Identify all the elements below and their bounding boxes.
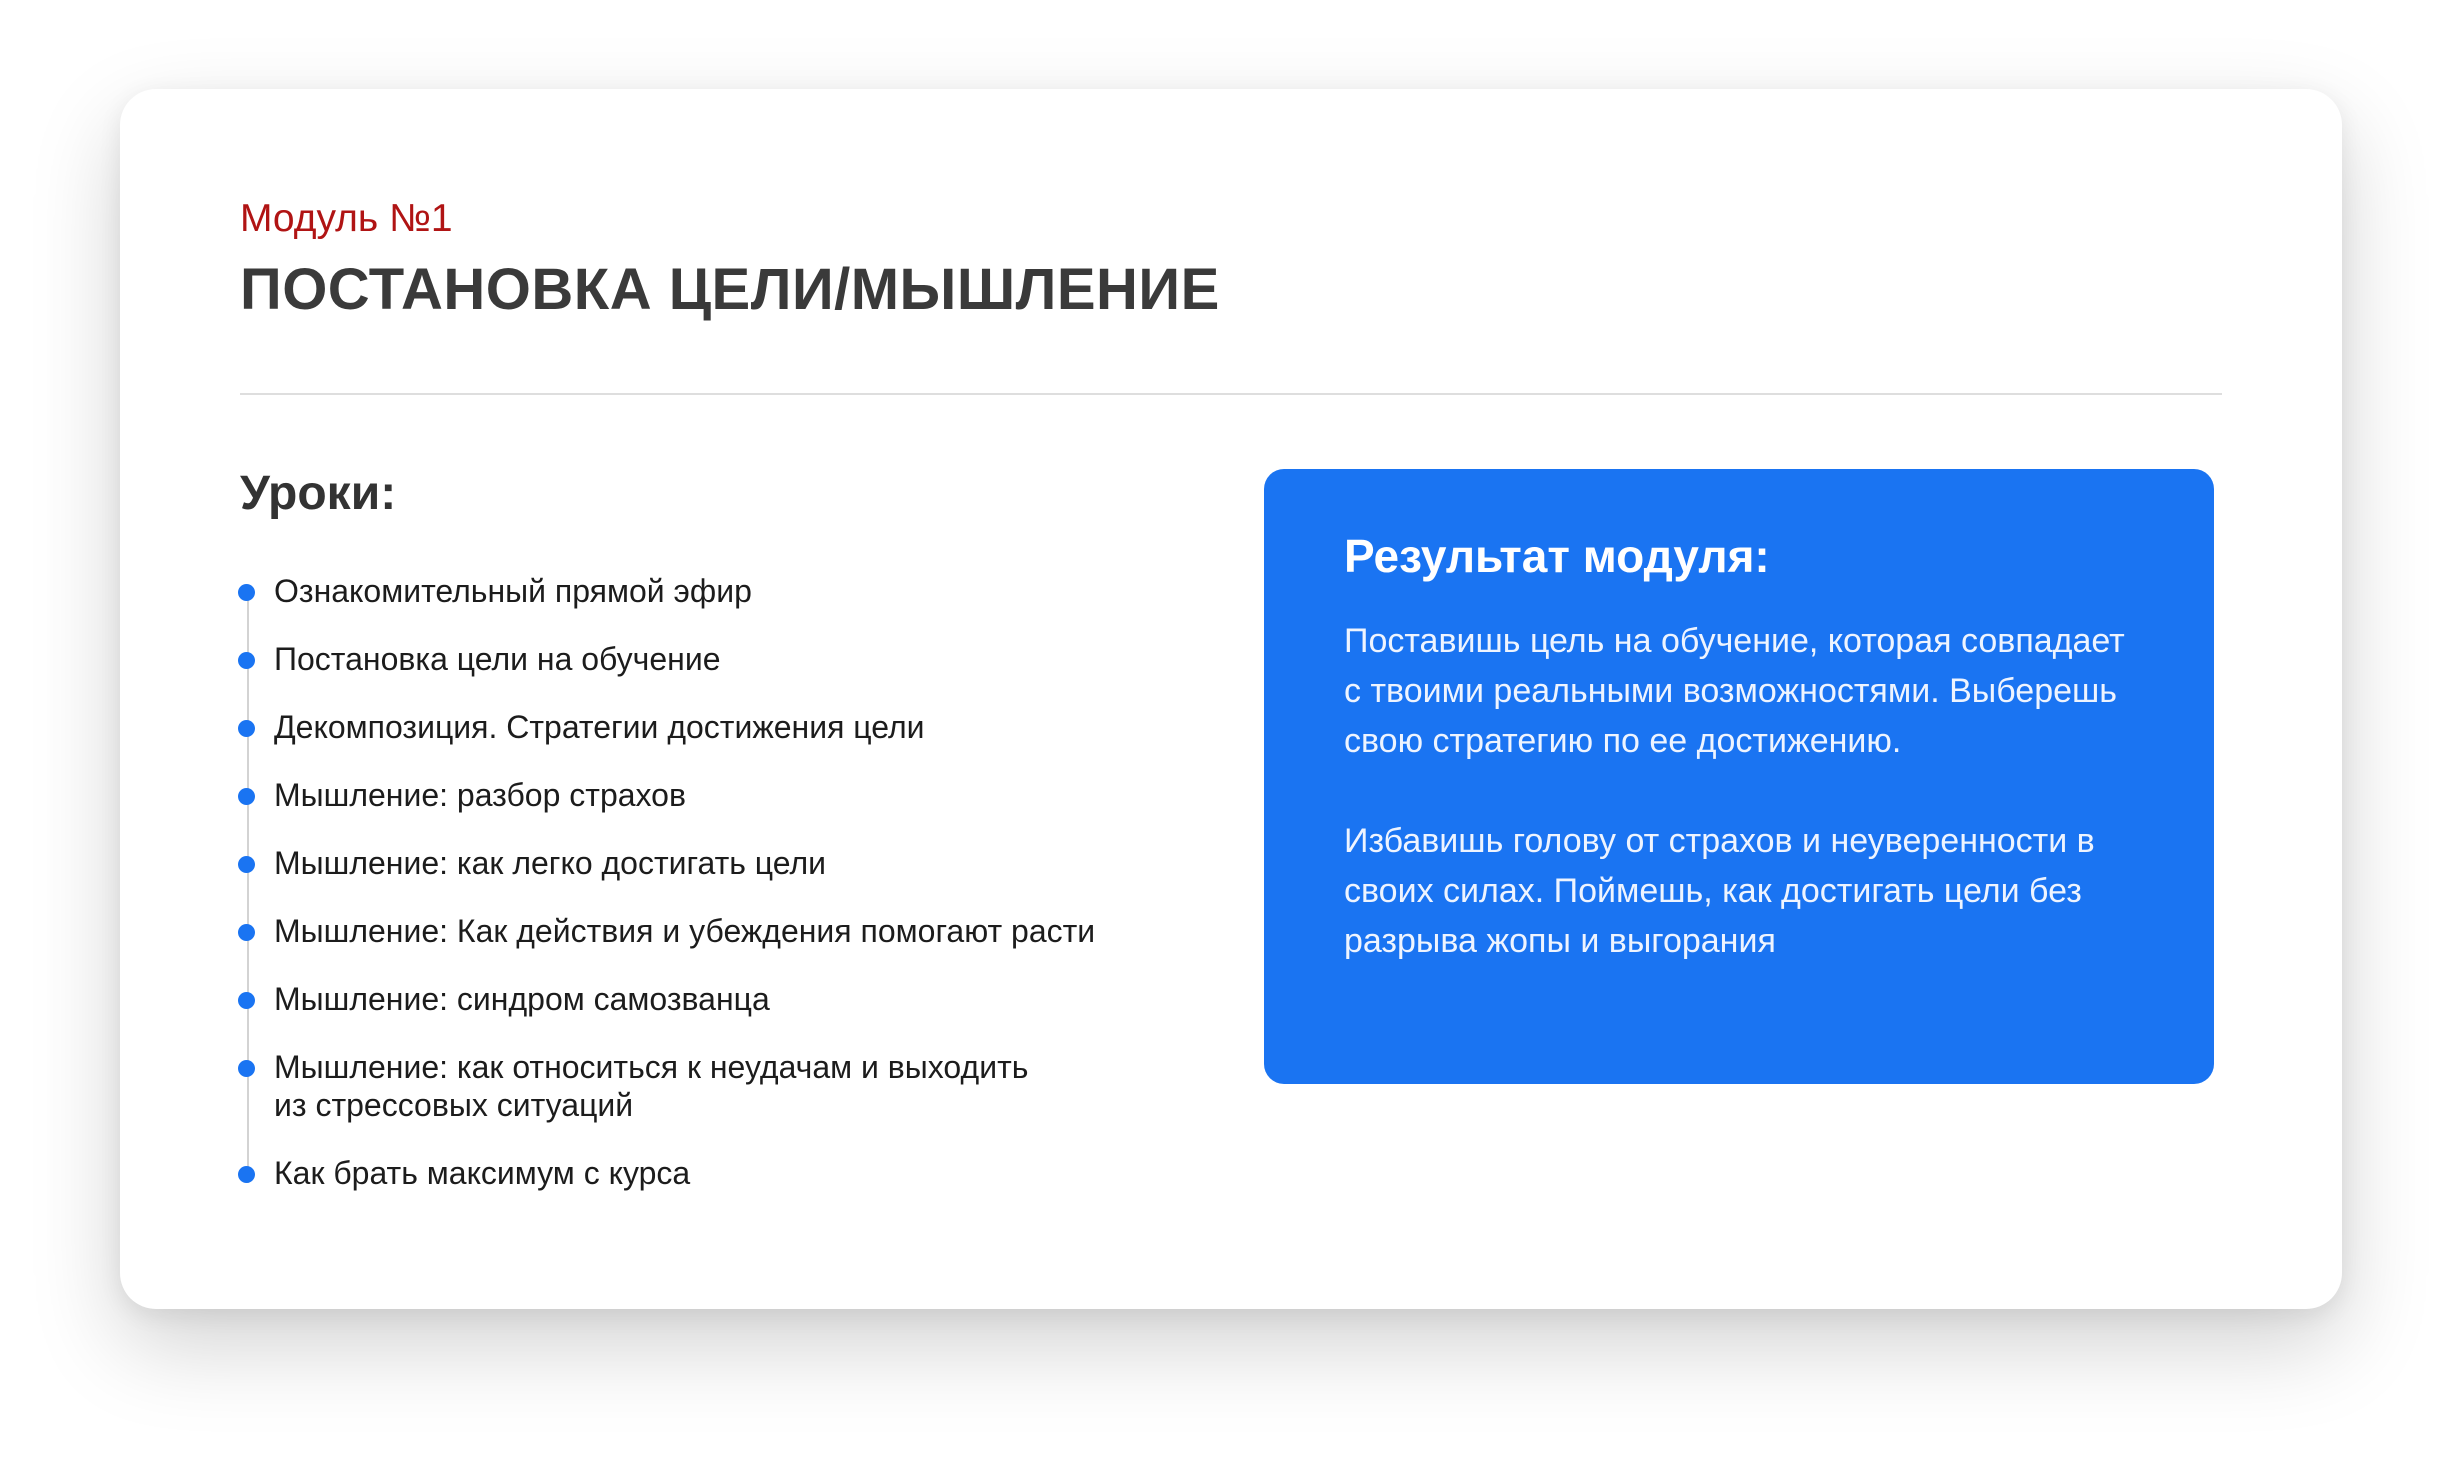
lesson-label: Мышление: как легко достигать цели xyxy=(274,845,827,881)
lesson-item xyxy=(238,708,1095,746)
bullet-dot-icon xyxy=(238,1166,255,1183)
module-title: ПОСТАНОВКА ЦЕЛИ/МЫШЛЕНИЕ xyxy=(240,257,1220,322)
lesson-item xyxy=(238,1048,1095,1124)
header-divider xyxy=(240,393,2222,395)
lesson-label: Мышление: синдром самозванца xyxy=(274,981,770,1017)
result-paragraph: Поставишь цель на обучение, которая совпадает с твоими реальными возможностями. Выберешь свою стратегию по ее достижению. xyxy=(1344,621,2125,760)
bullet-dot-icon xyxy=(238,992,255,1009)
lesson-item xyxy=(238,980,1095,1018)
lesson-label: Как брать максимум с курса xyxy=(274,1155,691,1191)
lesson-label: Мышление: разбор страхов xyxy=(274,777,686,813)
lesson-label: Постановка цели на обучение xyxy=(274,641,721,677)
bullet-dot-icon xyxy=(238,584,255,601)
lesson-label: Ознакомительный прямой эфир xyxy=(274,573,752,609)
bullet-dot-icon xyxy=(238,720,255,737)
lesson-item xyxy=(238,912,1095,950)
lesson-label: Декомпозиция. Стратегии достижения цели xyxy=(274,709,925,745)
lessons-heading: Уроки: xyxy=(240,467,397,520)
result-heading: Результат модуля: xyxy=(1344,530,1770,582)
lesson-item xyxy=(238,640,1095,678)
lesson-item xyxy=(238,844,1095,882)
module-card xyxy=(120,89,2342,1309)
module-result-panel xyxy=(1264,469,2214,1084)
module-number-label: Модуль №1 xyxy=(240,197,453,240)
lessons-list xyxy=(238,572,1095,1222)
bullet-dot-icon xyxy=(238,652,255,669)
lesson-item xyxy=(238,776,1095,814)
lesson-label: Мышление: Как действия и убеждения помогают расти xyxy=(274,913,1096,949)
bullet-dot-icon xyxy=(238,924,255,941)
lesson-item xyxy=(238,572,1095,610)
result-paragraph: Избавишь голову от страхов и неуверенности в своих силах. Поймешь, как достигать цели без разрыва жопы и выгорания xyxy=(1344,821,2095,960)
lesson-item xyxy=(238,1154,1095,1192)
bullet-dot-icon xyxy=(238,1060,255,1077)
bullet-dot-icon xyxy=(238,856,255,873)
bullet-dot-icon xyxy=(238,788,255,805)
lesson-label: Мышление: как относиться к неудачам и выходить из стрессовых ситуаций xyxy=(274,1049,1029,1123)
